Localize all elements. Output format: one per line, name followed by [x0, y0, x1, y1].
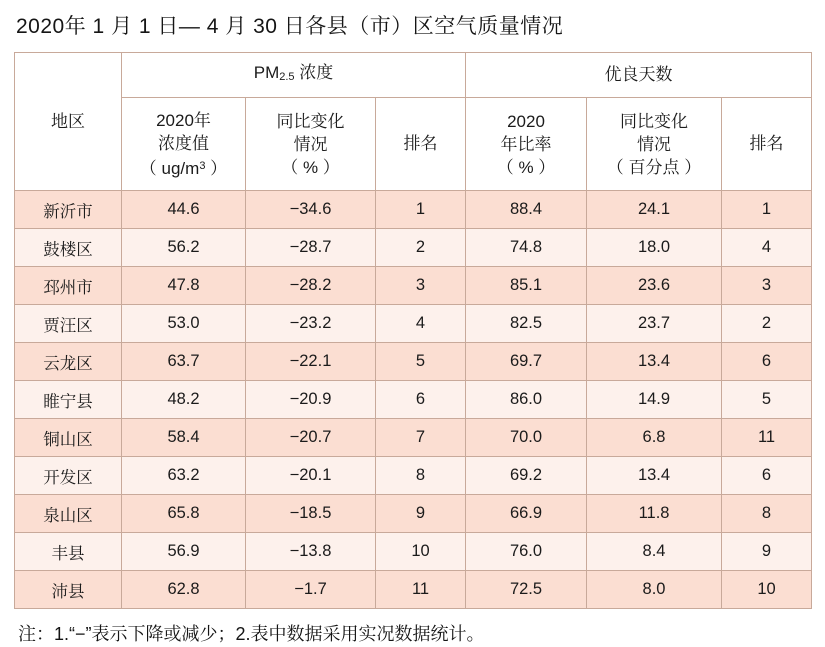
cell-days-change: 11.8 — [587, 495, 722, 533]
cell-days-change: 6.8 — [587, 419, 722, 457]
cell-days-rank: 11 — [722, 419, 812, 457]
table-row — [15, 305, 812, 343]
cell-days-change: 24.1 — [587, 191, 722, 229]
cell-pm25-rank: 7 — [376, 419, 466, 457]
cell-days-rate: 85.1 — [466, 267, 587, 305]
cell-region: 沛县 — [15, 571, 122, 609]
header-days-rank: 排名 — [722, 98, 812, 191]
cell-days-rank: 9 — [722, 533, 812, 571]
table-row — [15, 191, 812, 229]
cell-pm25-change: −28.2 — [246, 267, 376, 305]
cell-pm25-value: 48.2 — [122, 381, 246, 419]
cell-pm25-value: 56.9 — [122, 533, 246, 571]
cell-days-change: 13.4 — [587, 343, 722, 381]
cell-pm25-change: −20.7 — [246, 419, 376, 457]
header-days-change — [587, 98, 722, 191]
cell-pm25-change: −18.5 — [246, 495, 376, 533]
table-row — [15, 267, 812, 305]
header-pm25-change-line3: （ % ） — [281, 157, 340, 177]
header-pm25-rank: 排名 — [376, 98, 466, 191]
header-days-change-line1: 同比变化 — [620, 111, 689, 131]
header-pm25-value-line2: 浓度值 — [158, 133, 209, 153]
cell-days-change: 18.0 — [587, 229, 722, 267]
cell-pm25-rank: 2 — [376, 229, 466, 267]
cell-days-rank: 10 — [722, 571, 812, 609]
cell-days-rank: 6 — [722, 343, 812, 381]
cell-pm25-value: 63.7 — [122, 343, 246, 381]
page-title: 2020年 1 月 1 日— 4 月 30 日各县（市）区空气质量情况 — [16, 15, 564, 38]
table-note: 注：1.“−”表示下降或减少；2.表中数据采用实况数据统计。 — [18, 624, 485, 644]
cell-days-rate: 69.2 — [466, 457, 587, 495]
table-head — [15, 53, 812, 191]
cell-days-rate: 70.0 — [466, 419, 587, 457]
cell-days-rate: 72.5 — [466, 571, 587, 609]
header-pm25-value — [122, 98, 246, 191]
cell-region: 睢宁县 — [15, 381, 122, 419]
cell-days-change: 8.0 — [587, 571, 722, 609]
header-days-rate-line3: （ % ） — [496, 157, 556, 177]
cell-pm25-rank: 11 — [376, 571, 466, 609]
cell-days-rank: 5 — [722, 381, 812, 419]
cell-days-rate: 76.0 — [466, 533, 587, 571]
cell-days-change: 13.4 — [587, 457, 722, 495]
cell-pm25-rank: 9 — [376, 495, 466, 533]
cell-days-rank: 6 — [722, 457, 812, 495]
air-quality-table — [14, 52, 812, 609]
header-pm25-change — [246, 98, 376, 191]
header-pm25-value-line1: 2020年 — [156, 110, 211, 130]
cell-region: 泉山区 — [15, 495, 122, 533]
table-header-group-row — [15, 53, 812, 98]
cell-days-rate: 86.0 — [466, 381, 587, 419]
table-row — [15, 457, 812, 495]
header-days-change-line3: （ 百分点 ） — [606, 157, 702, 177]
cell-pm25-change: −20.1 — [246, 457, 376, 495]
cell-pm25-value: 63.2 — [122, 457, 246, 495]
table-row — [15, 533, 812, 571]
cell-pm25-value: 44.6 — [122, 191, 246, 229]
cell-days-rank: 2 — [722, 305, 812, 343]
table-row — [15, 419, 812, 457]
header-good-days-group: 优良天数 — [466, 53, 812, 98]
header-pm25-value-line3: （ $ug/m^3$ ） — [139, 158, 228, 178]
cell-region: 贾汪区 — [15, 305, 122, 343]
table-header-sub-row — [15, 98, 812, 191]
cell-pm25-rank: 1 — [376, 191, 466, 229]
cell-pm25-rank: 6 — [376, 381, 466, 419]
cell-days-rate: 66.9 — [466, 495, 587, 533]
cell-days-rank: 3 — [722, 267, 812, 305]
table-row — [15, 495, 812, 533]
table-row — [15, 571, 812, 609]
cell-region: 鼓楼区 — [15, 229, 122, 267]
table-row — [15, 229, 812, 267]
cell-days-change: 23.6 — [587, 267, 722, 305]
header-pm25-change-line1: 同比变化 — [276, 111, 345, 131]
cell-pm25-value: 58.4 — [122, 419, 246, 457]
header-days-rate-line1: 2020 — [507, 111, 545, 131]
cell-pm25-rank: 4 — [376, 305, 466, 343]
cell-pm25-rank: 5 — [376, 343, 466, 381]
cell-pm25-value: 56.2 — [122, 229, 246, 267]
cell-pm25-change: −13.8 — [246, 533, 376, 571]
cell-pm25-change: −20.9 — [246, 381, 376, 419]
cell-days-change: 23.7 — [587, 305, 722, 343]
header-pm25-group: $PM_{2.5}$ 浓度 — [122, 53, 466, 98]
header-pm25-change-line2: 情况 — [293, 134, 328, 154]
cell-region: 开发区 — [15, 457, 122, 495]
cell-days-rank: 1 — [722, 191, 812, 229]
header-days-change-line2: 情况 — [637, 134, 672, 154]
cell-pm25-value: 47.8 — [122, 267, 246, 305]
table-row — [15, 343, 812, 381]
cell-pm25-value: 65.8 — [122, 495, 246, 533]
header-days-rate — [466, 98, 587, 191]
cell-pm25-value: 53.0 — [122, 305, 246, 343]
cell-pm25-rank: 8 — [376, 457, 466, 495]
header-days-rate-line2: 年比率 — [500, 134, 552, 154]
table-body — [15, 191, 812, 609]
cell-days-change: 14.9 — [587, 381, 722, 419]
cell-days-rate: 74.8 — [466, 229, 587, 267]
cell-region: 新沂市 — [15, 191, 122, 229]
cell-days-rank: 8 — [722, 495, 812, 533]
cell-pm25-change: −22.1 — [246, 343, 376, 381]
cell-pm25-change: −23.2 — [246, 305, 376, 343]
cell-region: 铜山区 — [15, 419, 122, 457]
cell-days-rate: 69.7 — [466, 343, 587, 381]
cell-pm25-value: 62.8 — [122, 571, 246, 609]
cell-days-rate: 88.4 — [466, 191, 587, 229]
cell-days-rank: 4 — [722, 229, 812, 267]
cell-days-change: 8.4 — [587, 533, 722, 571]
cell-pm25-rank: 10 — [376, 533, 466, 571]
header-region: 地区 — [15, 53, 122, 191]
cell-pm25-change: −1.7 — [246, 571, 376, 609]
table-row — [15, 381, 812, 419]
cell-pm25-change: −34.6 — [246, 191, 376, 229]
cell-pm25-rank: 3 — [376, 267, 466, 305]
cell-region: 丰县 — [15, 533, 122, 571]
cell-region: 邳州市 — [15, 267, 122, 305]
cell-region: 云龙区 — [15, 343, 122, 381]
cell-pm25-change: −28.7 — [246, 229, 376, 267]
cell-days-rate: 82.5 — [466, 305, 587, 343]
